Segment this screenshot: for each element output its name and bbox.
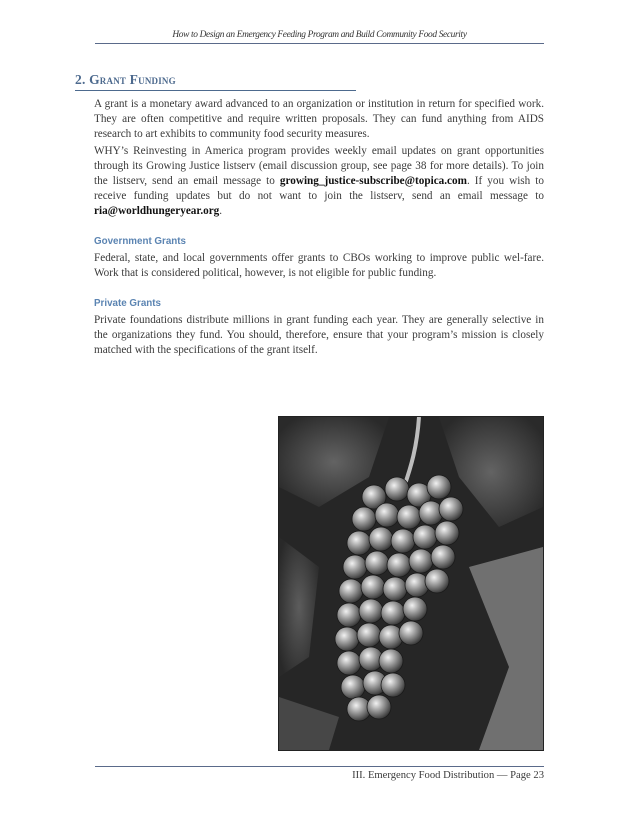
grape-berry <box>425 569 449 593</box>
grape-berry <box>357 623 381 647</box>
grape-berry <box>375 503 399 527</box>
grape-berry <box>359 599 383 623</box>
subscribe-email-link[interactable]: growing_justice-subscribe@topica.com <box>279 175 467 187</box>
listserv-text-1: WHY’s Reinvesting in America program provides weekly email updates on grant opportunities through its Growing Justice listserv (email discussion group, see page 38 for more details). To join the listserv, send an email message to <box>94 145 544 187</box>
grape-berry <box>431 545 455 569</box>
grape-berry <box>352 507 376 531</box>
grape-berry <box>413 525 437 549</box>
listserv-paragraph <box>94 144 544 219</box>
footer-rule <box>95 766 544 767</box>
listserv-text-2: . If you wish to receive funding updates but do not want to join the listserv, send an email message to <box>94 175 544 202</box>
grapes-photo-graphic <box>279 417 543 750</box>
page-footer: III. Emergency Food Distribution — Page 23 <box>352 770 544 781</box>
grape-berry <box>343 555 367 579</box>
private-grants-heading: Private Grants <box>94 298 161 309</box>
grape-berry <box>397 505 421 529</box>
contact-email-link[interactable]: ria@worldhungeryear.org <box>94 205 220 217</box>
section-number: 2. <box>75 72 86 87</box>
grape-berry <box>365 551 389 575</box>
grape-berry <box>339 579 363 603</box>
section-heading <box>75 72 176 88</box>
grape-berry <box>399 621 423 645</box>
header-rule <box>95 43 544 44</box>
section-underline <box>75 90 356 91</box>
grape-berry <box>385 477 409 501</box>
grape-berry <box>335 627 359 651</box>
grape-berry <box>337 603 361 627</box>
grape-berry <box>381 601 405 625</box>
grape-berry <box>341 675 365 699</box>
grape-berry <box>379 649 403 673</box>
grape-berry <box>409 549 433 573</box>
grape-berry <box>403 597 427 621</box>
grape-berry <box>361 575 385 599</box>
intro-paragraph: A grant is a monetary award advanced to an organization or institution in return for specified work. They are often competitive and require written proposals. They can fund anything from AIDS research to art exhibits to community food security measures. <box>94 98 544 140</box>
private-grants-paragraph: Private foundations distribute millions in grant funding each year. They are generally selective in the organizations they fund. You should, therefore, ensure that your program’s mission is closely matched with the specifications of the grant itself. <box>94 314 544 356</box>
listserv-text-3: . <box>219 205 223 217</box>
grape-berry <box>369 527 393 551</box>
grape-berry <box>439 497 463 521</box>
grape-berry <box>391 529 415 553</box>
grape-berry <box>427 475 451 499</box>
section-title: Grant Funding <box>89 72 176 87</box>
grape-berry <box>347 531 371 555</box>
government-grants-heading: Government Grants <box>94 236 187 247</box>
running-header: How to Design an Emergency Feeding Program and Build Community Food Security <box>172 30 467 40</box>
grape-berry <box>383 577 407 601</box>
grape-berry <box>387 553 411 577</box>
grape-berry <box>435 521 459 545</box>
grapes-photo <box>278 416 544 751</box>
grape-berry <box>337 651 361 675</box>
grape-berry <box>367 695 391 719</box>
government-grants-paragraph: Federal, state, and local governments offer grants to CBOs working to improve public wel-fare. Work that is considered political, however, is not eligible for public funding. <box>94 252 544 279</box>
grape-berry <box>381 673 405 697</box>
